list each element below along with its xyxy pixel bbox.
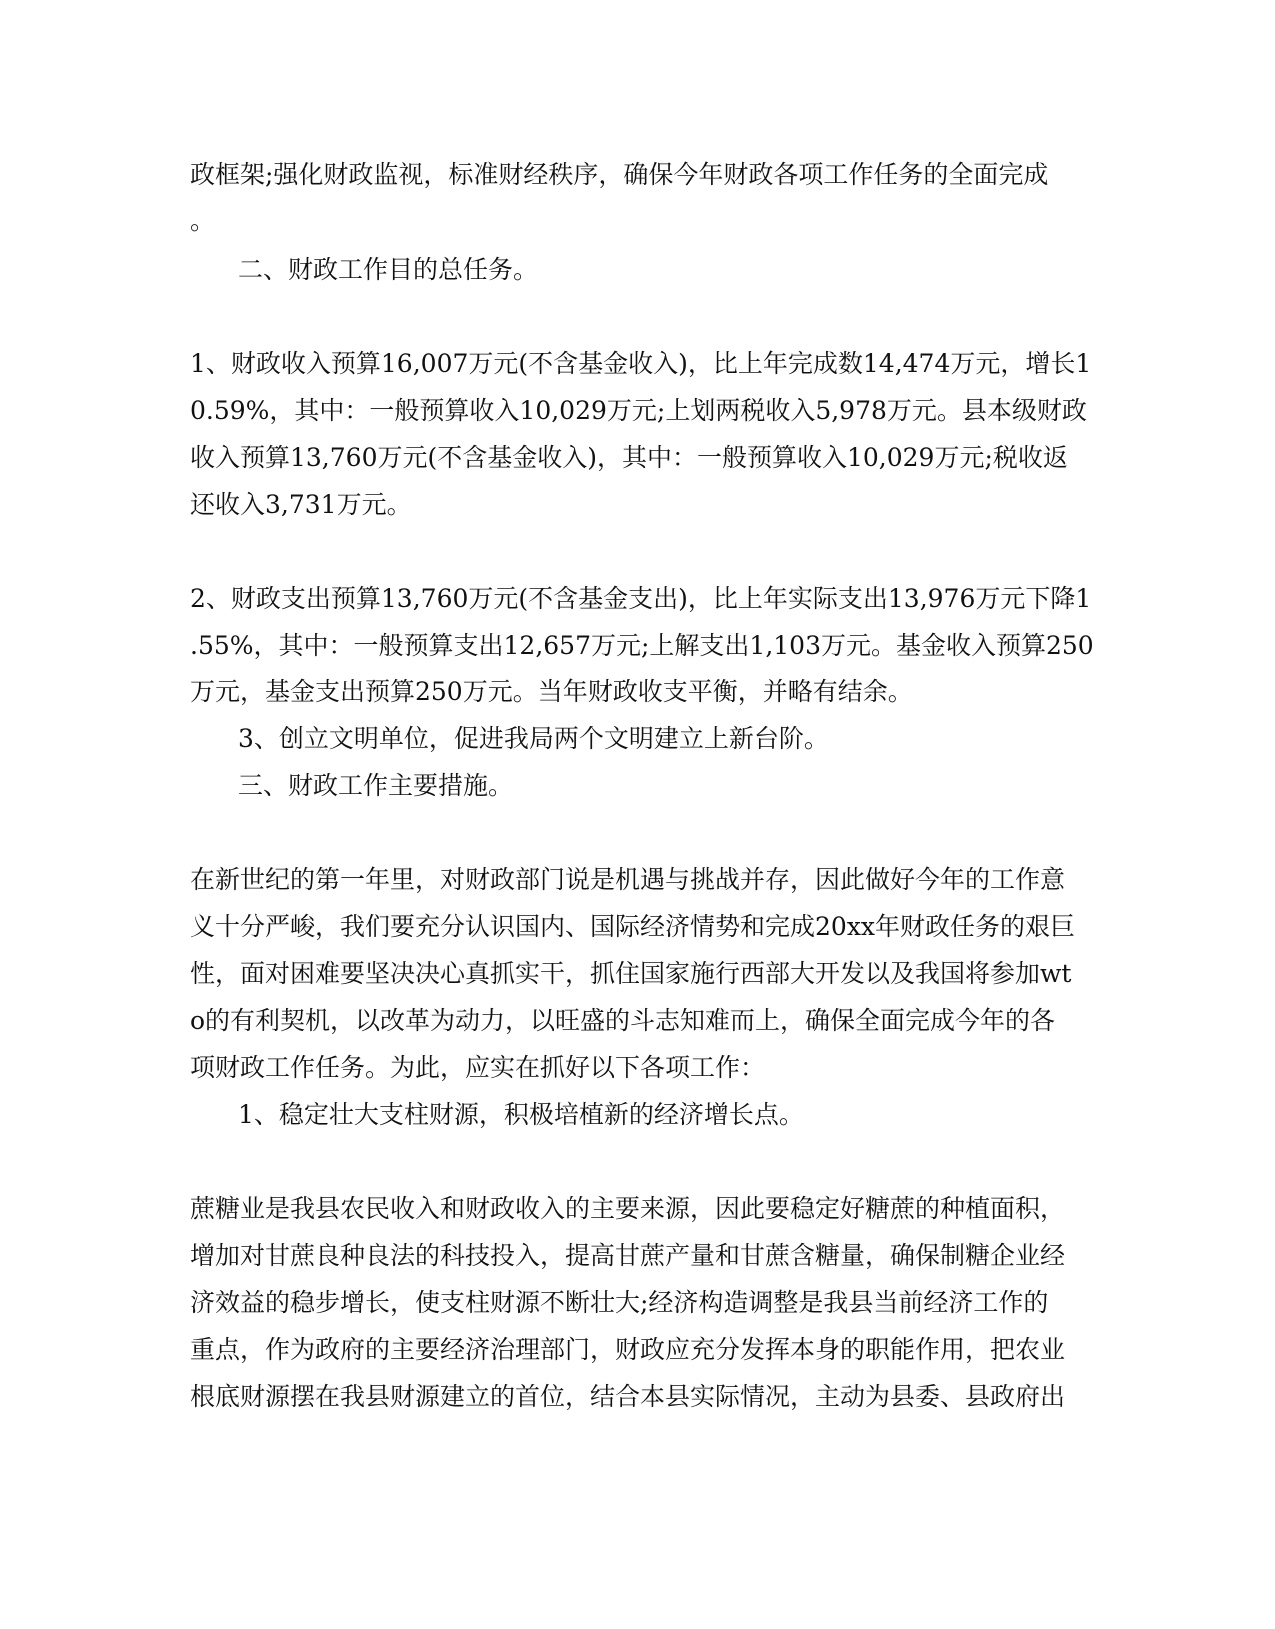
text-line-17: 项财政工作任务。为此，应实在抓好以下各项工作： [190,1053,766,1082]
text-line-5: 0.59%，其中：一般预算收入10,029万元;上划两税收入5,978万元。县本级财政 [190,396,1087,425]
text-line-21: 济效益的稳步增长，使支柱财源不断壮大;经济构造调整是我县当前经济工作的 [190,1288,1049,1317]
text-line-14: 义十分严峻，我们要充分认识国内、国际经济情势和完成20xx年财政任务的艰巨 [190,912,1076,941]
text-line-22: 重点，作为政府的主要经济治理部门，财政应充分发挥本身的职能作用，把农业 [190,1335,1066,1364]
text-line-2: 。 [190,206,216,235]
text-line-20: 增加对甘蔗良种良法的科技投入，提高甘蔗产量和甘蔗含糖量，确保制糖企业经 [190,1241,1066,1270]
text-line-6: 收入预算13,760万元(不含基金收入)，其中：一般预算收入10,029万元;税收返 [190,443,1068,472]
text-line-10: 万元，基金支出预算250万元。当年财政收支平衡，并略有结余。 [190,677,913,706]
text-line-15: 性，面对困难要坚决决心真抓实干，抓住国家施行西部大开发以及我国将参加wt [190,959,1072,988]
text-line-19: 蔗糖业是我县农民收入和财政收入的主要来源，因此要稳定好糖蔗的种植面积， [190,1194,1066,1223]
text-line-11: 3、创立文明单位，促进我局两个文明建立上新台阶。 [238,724,829,753]
text-line-8: 2、财政支出预算13,760万元(不含基金支出)，比上年实际支出13,976万元下降1 [190,584,1092,613]
heading-section-2: 二、财政工作目的总任务。 [238,255,539,284]
text-line-1: 政框架;强化财政监视，标准财经秩序，确保今年财政各项工作任务的全面完成 [190,160,1049,189]
text-line-16: o的有利契机，以改革为动力，以旺盛的斗志知难而上，确保全面完成今年的各 [190,1006,1056,1035]
text-line-18: 1、稳定壮大支柱财源，积极培植新的经济增长点。 [238,1100,804,1129]
text-line-13: 在新世纪的第一年里，对财政部门说是机遇与挑战并存，因此做好今年的工作意 [190,865,1066,894]
heading-section-3: 三、财政工作主要措施。 [238,771,514,800]
text-line-9: .55%，其中：一般预算支出12,657万元;上解支出1,103万元。基金收入预算250 [190,631,1094,660]
text-line-4: 1、财政收入预算16,007万元(不含基金收入)，比上年完成数14,474万元，增长1 [190,349,1092,378]
text-line-7: 还收入3,731万元。 [190,490,412,519]
text-line-23: 根底财源摆在我县财源建立的首位，结合本县实际情况，主动为县委、县政府出 [190,1382,1066,1411]
